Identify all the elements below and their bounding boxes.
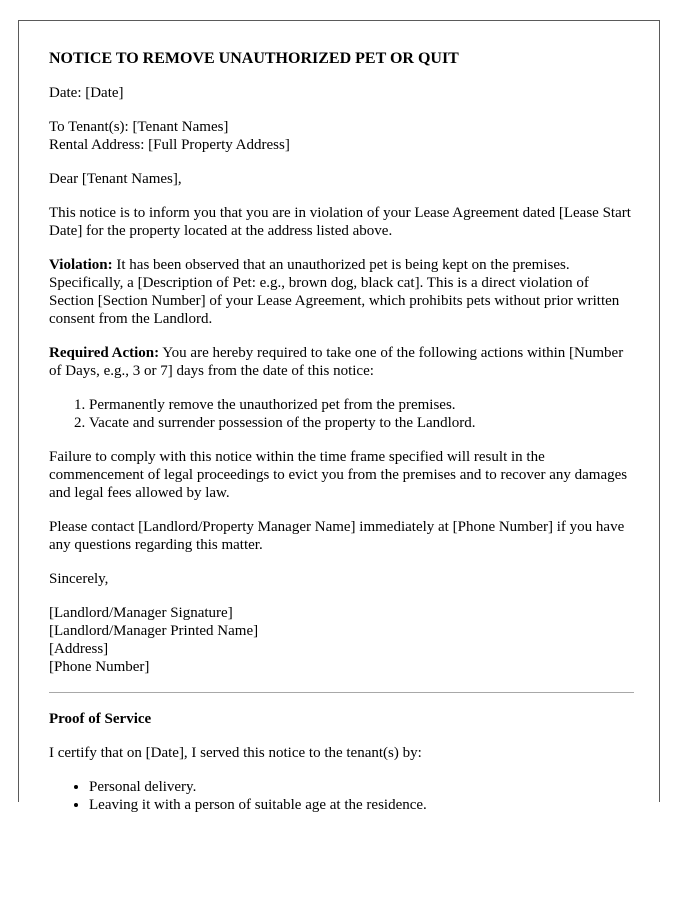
list-item: 2. Vacate and surrender possession of the property to the Landlord.	[89, 414, 634, 432]
proof-of-service-heading: Proof of Service	[49, 711, 152, 727]
service-methods-list	[49, 778, 634, 814]
intro-paragraph: This notice is to inform you that you are in violation of your Lease Agreement dated [Lease Start Date] for the property located at the address listed above.	[49, 205, 631, 239]
address-line: [Address]	[49, 641, 109, 657]
document-content	[49, 50, 634, 830]
printed-name-line: [Landlord/Manager Printed Name]	[49, 623, 259, 639]
required-action-label: Required Action:	[49, 345, 160, 361]
violation-paragraph	[49, 256, 634, 328]
certify-paragraph: I certify that on [Date], I served this notice to the tenant(s) by:	[49, 745, 422, 761]
signature-block	[49, 604, 634, 676]
signature-line: [Landlord/Manager Signature]	[49, 605, 233, 621]
list-item: • Personal delivery.	[89, 778, 634, 796]
violation-label: Violation:	[49, 257, 113, 273]
recipient-block	[49, 118, 634, 154]
salutation: Dear [Tenant Names],	[49, 171, 182, 187]
notice-title: NOTICE TO REMOVE UNAUTHORIZED PET OR QUIT	[49, 50, 459, 67]
required-action-paragraph	[49, 344, 634, 380]
section-divider	[49, 692, 634, 693]
date-line: Date: [Date]	[49, 85, 124, 101]
list-item: 1. Permanently remove the unauthorized pet from the premises.	[89, 396, 634, 414]
closing: Sincerely,	[49, 571, 109, 587]
to-tenant-line: To Tenant(s): [Tenant Names]	[49, 119, 229, 135]
required-action-text: You are hereby required to take one of the following actions within [Number of Days, e.g., 3 or 7] days from the date of this notice:	[49, 345, 624, 379]
document-page	[18, 20, 660, 813]
contact-paragraph: Please contact [Landlord/Property Manager Name] immediately at [Phone Number] if you have any questions regarding this matter.	[49, 519, 625, 553]
failure-paragraph: Failure to comply with this notice within the time frame specified will result in the commencement of legal proceedings to evict you from the premises and to recover any damages and legal fees allowed by law.	[49, 449, 628, 501]
rental-address-line: Rental Address: [Full Property Address]	[49, 137, 290, 153]
actions-list	[49, 396, 634, 432]
violation-text: It has been observed that an unauthorized pet is being kept on the premises. Specifically, a [Description of Pet: e.g., brown dog, black cat]. This is a direct violation of Section [Section Number] of your Lease Agreement, which prohibits pets without prior written consent from the Landlord.	[49, 257, 620, 327]
list-item: • Leaving it with a person of suitable age at the residence.	[89, 796, 634, 814]
phone-line: [Phone Number]	[49, 659, 150, 675]
